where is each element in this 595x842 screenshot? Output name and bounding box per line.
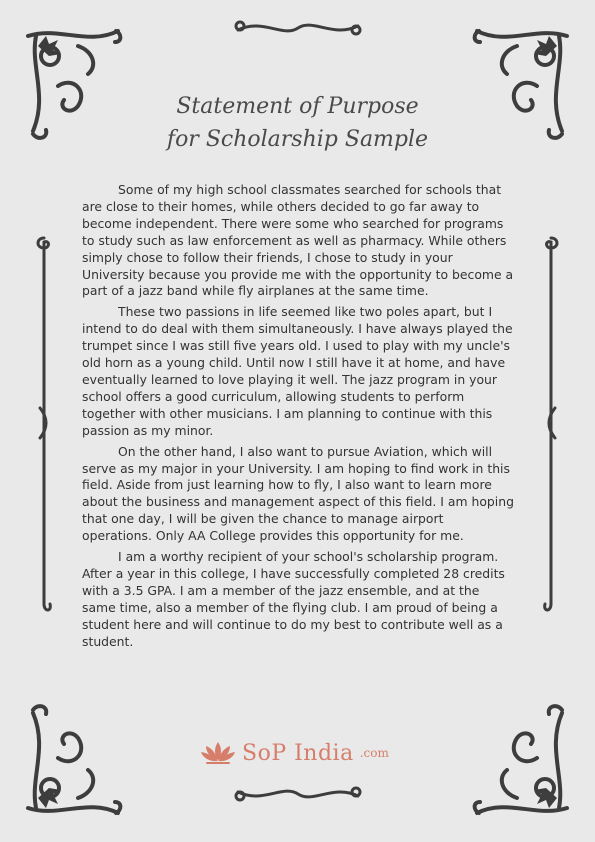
logo-name: SoP India xyxy=(242,740,354,766)
bottom-center-flourish xyxy=(228,782,368,806)
paragraph-4: I am a worthy recipient of your school's scholarship program. After a year in this college, I have successfully completed 28 credits with a 3.5 GPA. I am a member of the jazz ensemble, and at the same time, also a member of the flying club. I am proud of being a student here and will continue to do my best to contribute well as a student. xyxy=(82,549,505,649)
title-line-2: for Scholarship Sample xyxy=(166,127,429,152)
document-title xyxy=(0,90,595,156)
document-body xyxy=(82,182,516,654)
lotus-icon xyxy=(200,740,236,766)
paragraph-2: These two passions in life seemed like two poles apart, but I intend to do deal with them simultaneously. I have always played the trumpet since I was still five years old. I used to play with my uncle's old horn as a young child. Until now I still have it at home, and have eventually learned to love playing it well. The jazz program in your school offers a good curriculum, allowing students to perform together with other musicians. I am planning to continue with this passion as my minor. xyxy=(82,304,513,438)
right-side-scroll xyxy=(541,228,561,618)
paragraph-3: On the other hand, I also want to pursue Aviation, which will serve as my major in your University. I am hoping to find work in this field. Aside from just learning how to fly, I also want to learn more about the business and management aspect of this field. I am hoping that one day, I will be given the chance to manage airport operations. Only AA College provides this opportunity for me. xyxy=(82,443,514,544)
paragraph-1: Some of my high school classmates searched for schools that are close to their homes, while others decided to go far away to become independent. There were some who searched for programs to study such as law enforcement as well as pharmacy. While others simply chose to follow their friends, I chose to study in your University because you provide me with the opportunity to become a part of a jazz band while fly airplanes at the same time. xyxy=(82,182,514,299)
logo-suffix: .com xyxy=(359,746,389,760)
sop-india-logo xyxy=(200,738,400,768)
corner-ornament-bottom-left xyxy=(18,698,128,828)
corner-ornament-bottom-right xyxy=(467,698,577,828)
top-center-flourish xyxy=(228,16,368,40)
left-side-scroll xyxy=(34,228,54,618)
title-line-1: Statement of Purpose xyxy=(176,94,419,119)
